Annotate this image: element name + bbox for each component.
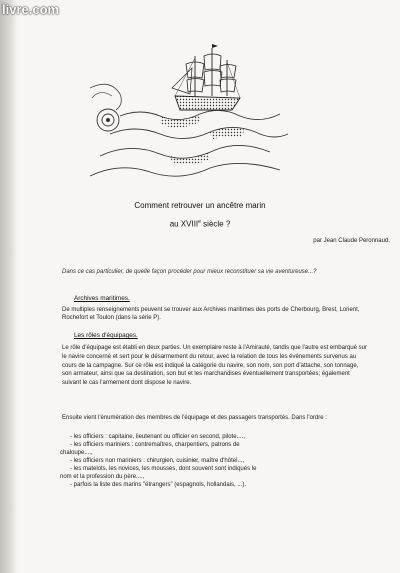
archives-paragraph: De multiples renseignements peuvent se trouver aux Archives maritimes des ports de Cherbourg, Brest, Lorient, Rochefort et Toulon (dans la série P).: [62, 307, 360, 322]
watermark: livre.com: [2, 2, 60, 17]
list-item: nom et la profession du père....,: [60, 474, 145, 481]
list-item: - les matelots, les novices, les mousses, dont souvent sont indiqués le: [70, 466, 257, 473]
section-heading-roles: Les rôles d'équipages.: [74, 332, 138, 339]
list-item: - parfois la liste des marins "étrangers" (espagnols, hollandais, ...).: [70, 482, 247, 489]
article-title: Comment retrouver un ancêtre marin: [134, 201, 266, 210]
list-item: - les officiers : capitaine, lieutenant ou officier en second, pilote....,: [70, 434, 245, 440]
scan-edge: [0, 0, 18, 573]
article-subtitle: au XVIIIe siècle ?: [169, 219, 231, 229]
author-byline: par Jean Claude Peronnaud.: [313, 238, 390, 244]
ship-illustration-icon: [80, 38, 290, 188]
roles-paragraph-2: Ensuite vient l'énumération des membres de l'équipage et des passagers transportés. Dans l'ordre :: [62, 415, 327, 421]
crew-list: [60, 433, 370, 489]
list-item: - les officiers non mariniers : chirurgien, cuisinier, maître d'hôtel...,: [70, 458, 245, 465]
section-heading-archives: Archives maritimes.: [74, 295, 130, 302]
roles-paragraph-1: Le rôle d'équipage est établi en deux parties. Un exemplaire reste à l'Amirauté, tandis que l'autre est embarqué sur le navire concerné et sert pour le désarmement du retour, avec la relation de tous les événements survenus au cours de la campagne. Sur ce rôle est indiqué la catégorie du navire, son nom, son port d'attache, son tonnage, son armateur, ainsi que sa destination, son but et les marchandises éventuellement transportées; également suivant le cas l'armement dont dispose le navire.: [62, 345, 367, 387]
intro-paragraph: Dans ce cas particulier, de quelle façon procéder pour mieux reconstituer sa vie aventureuse...?: [62, 269, 317, 275]
list-item: - les officiers mariniers : contremaîtres, charpentiers, patrons de: [70, 442, 240, 449]
list-item: chaloupe....,: [60, 450, 93, 457]
